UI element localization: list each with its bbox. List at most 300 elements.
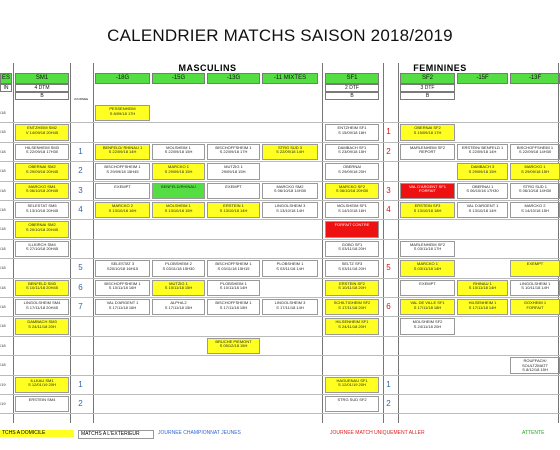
- match-team: ERSTEIN 1: [223, 203, 244, 208]
- match-cell-u18: [95, 280, 150, 296]
- match-cell-u15: [152, 260, 205, 276]
- match-cell-u15f: [457, 280, 508, 296]
- match-team: VAL D'ARGENT SF1: [409, 183, 446, 189]
- match-team: OBERNAI 1: [471, 183, 494, 189]
- match-date: S 05/12/18 15H: [219, 343, 248, 349]
- journee-number-fem: 2: [386, 399, 391, 408]
- match-team: BISCHOFFSHEIM 1: [215, 144, 252, 150]
- match-team: PLOBSHEIM 1: [220, 280, 247, 286]
- col-header-13g: -13G: [207, 73, 260, 84]
- match-date: FORFAIT: [419, 188, 436, 194]
- match-date: S 15/09/18 18H: [338, 129, 366, 135]
- row-divider: [0, 181, 560, 182]
- match-date: S 06/10/18 14H30: [273, 188, 307, 194]
- match-date: S 24/11/18 20H: [338, 323, 366, 329]
- row-date: /18: [0, 226, 6, 232]
- match-cell-u18: [95, 202, 150, 218]
- legend-wait: ATTENTE: [522, 430, 545, 436]
- match-cell-u11: [262, 299, 318, 315]
- match-team: BISCHOFFSHEIM 1: [516, 144, 554, 150]
- match-date: S 29/09/18 15H45: [106, 168, 139, 174]
- match-team: BISCHOFFSHEIM 1: [215, 300, 252, 305]
- match-cell-sf2: [400, 260, 455, 276]
- match-cell-sf1: [325, 318, 379, 334]
- match-cell-sf1: [325, 396, 379, 412]
- match-date: S 06/10/18 14H30: [518, 188, 552, 194]
- match-team: DAMBACH SF1: [337, 144, 367, 150]
- match-team: BRUCHE PIEMONT: [215, 338, 252, 344]
- match-date: S 29/09/18 20H: [338, 168, 366, 174]
- row-date: /18: [0, 284, 6, 290]
- match-cell-sm1: [15, 202, 69, 218]
- journee-number-fem: 1: [386, 127, 391, 137]
- row-divider: [0, 278, 560, 279]
- match-team: MOLSHEIM SF1: [337, 203, 367, 208]
- col-header-13f: -13F: [510, 73, 560, 84]
- match-cell-sm1: [15, 124, 69, 140]
- match-cell-sf2: [400, 318, 455, 334]
- match-date: S 13/10/18 14H: [468, 207, 497, 213]
- col-header-18g: -18G: [95, 73, 150, 84]
- match-team: ENTZHEIM SF1: [337, 125, 367, 131]
- match-date: S 29/09/18 15H: [164, 168, 193, 174]
- match-team: ILLKAU SM1: [30, 377, 54, 383]
- match-team: MARCKO 2: [524, 203, 546, 208]
- row-date: /18: [0, 265, 6, 271]
- match-date: S 17/11/18 14H: [468, 304, 497, 310]
- match-team: OBERNAI SF2: [414, 125, 441, 131]
- journee-number-fem: 3: [386, 185, 391, 195]
- match-cell-sf1: [325, 124, 379, 140]
- match-date: S 23/09/18 15H: [338, 149, 366, 155]
- match-cell-u15: [152, 202, 205, 218]
- match-team: MARCKO SM2: [276, 183, 304, 189]
- match-date: S 17/11/18 18H: [413, 304, 442, 310]
- subheader-sm1-division: 4 DTM: [15, 84, 69, 92]
- match-team: PESSENHEIM: [109, 106, 136, 111]
- match-team: BISCHOFFSHEIM 1: [104, 164, 141, 170]
- match-cell-u18: [95, 105, 150, 121]
- match-cell-u15: [152, 183, 205, 199]
- journee-number-fem: 2: [386, 146, 391, 156]
- match-team: HILSENHEIM 1: [468, 300, 497, 305]
- match-team: MARCKO 1: [524, 164, 546, 170]
- match-cell-sf1: [325, 299, 379, 315]
- match-date: V 14/09/18 20H45: [25, 129, 59, 135]
- match-date: S 22/09/18 14H: [468, 149, 497, 155]
- match-date: S 17/11/18 20H: [338, 304, 366, 310]
- journee-number-masc: 1: [78, 379, 83, 389]
- match-team: OBERNAI SM2: [28, 164, 56, 170]
- journee-number-masc: 6: [78, 282, 83, 292]
- match-date: S 10/11/18 16H: [108, 285, 137, 291]
- match-cell-sf2: [400, 280, 455, 296]
- match-team: MARCKO SF2: [338, 183, 365, 189]
- match-date: S 13/10/18 16H: [108, 207, 137, 213]
- match-cell-sm1: [15, 396, 69, 412]
- match-date: S 17/11/18 15H: [164, 304, 193, 310]
- match-team: MOLSHEIM 1: [166, 203, 191, 208]
- row-date: /18: [0, 129, 6, 135]
- match-team: PLOBSHEIM 2: [165, 261, 192, 267]
- match-team: ERSTEIN SM4: [28, 397, 56, 402]
- match-team: SELTZ SF3: [341, 261, 363, 267]
- journee-number-masc: 2: [78, 166, 83, 176]
- match-cell-sm1: [15, 377, 69, 393]
- match-team: STRG SUD 3: [277, 144, 302, 150]
- match-cell-sm1: [15, 299, 69, 315]
- col-header-11mixtes: -11 MIXTES: [262, 73, 318, 84]
- match-team: EXEMPT: [225, 183, 242, 189]
- subheader-sm1-pool: B: [15, 92, 69, 100]
- match-cell-sm1: [15, 221, 69, 237]
- match-date: S 14/10/18 15H: [521, 207, 549, 213]
- match-cell-sf1: [325, 377, 379, 393]
- grid-divider: [322, 63, 323, 423]
- match-date: S 13/10/18 14H: [276, 207, 304, 213]
- match-team: VAL D'ARGENT 1: [466, 203, 499, 208]
- match-team: MARCKO SM4: [28, 183, 56, 189]
- match-team: STRG SUD SF2: [337, 397, 367, 402]
- grid-divider: [70, 63, 71, 423]
- match-cell-sf2: [400, 183, 455, 199]
- match-date: S 24/11/18 20H: [28, 323, 56, 329]
- match-cell-u13f: [510, 144, 560, 160]
- match-team: SELESTAT SM5: [27, 203, 57, 208]
- match-cell-u13: [207, 202, 260, 218]
- match-date: S 13/10/18 14H: [219, 207, 248, 213]
- match-cell-u13: [207, 280, 260, 296]
- match-cell-sm1: [15, 183, 69, 199]
- match-date: REPORT: [419, 149, 436, 155]
- match-team: GOXHEIM 1: [523, 300, 547, 305]
- match-date: S 06/10/18 20H45: [25, 188, 59, 194]
- match-cell-u15: [152, 163, 205, 179]
- match-date: S 10/11/18 14H: [521, 285, 549, 291]
- row-divider: [0, 142, 560, 143]
- match-cell-u15f: [457, 299, 508, 315]
- match-team: MARCKO 1: [417, 261, 438, 267]
- row-divider: [0, 297, 560, 298]
- match-date: S 13/10/18 15H: [164, 207, 193, 213]
- match-date: S 10/11/18 20H45: [26, 285, 58, 291]
- match-cell-sf1: [325, 280, 379, 296]
- match-date: S20/10/18 16H15: [106, 265, 139, 271]
- match-date: S 03/11/18 15H15: [217, 265, 250, 271]
- match-team: MARCKO 2: [112, 203, 133, 208]
- match-cell-sf1: [325, 221, 379, 237]
- legend-youth: JOURNEE CHAMPIONNAT JEUNES: [158, 430, 241, 436]
- row-date: /18: [0, 207, 6, 212]
- match-date: S 03/11/18 14H: [413, 265, 442, 271]
- match-cell-sf1: [325, 202, 379, 218]
- match-cell-sm1: [15, 241, 69, 257]
- match-cell-u18: [95, 260, 150, 276]
- match-cell-sf2: [400, 241, 455, 257]
- match-team: MARLENHEIM SF2: [409, 144, 446, 150]
- col-header-15g: -15G: [152, 73, 205, 84]
- match-date: S 03/11/18 20H: [338, 246, 366, 252]
- match-date: S 03/11/18 14H: [276, 265, 304, 271]
- match-date: S 29/09/18 15H: [521, 168, 549, 174]
- match-cell-sf2: [400, 202, 455, 218]
- match-date: S 06/10/18 17H30: [466, 188, 499, 194]
- match-team: BENFELD SM3: [28, 280, 56, 286]
- col-header-sf2: SF2: [400, 73, 455, 84]
- row-date: /18: [0, 110, 6, 115]
- match-cell-u13: [207, 163, 260, 179]
- journee-number-fem: 6: [386, 302, 391, 311]
- match-team: MUTZIG 1: [224, 164, 243, 170]
- row-divider: [0, 355, 560, 356]
- col-header-sf1: SF1: [325, 73, 379, 84]
- match-date: S 27/10/18 20H45: [25, 246, 59, 252]
- grid-divider: [93, 63, 94, 423]
- row-divider: [0, 413, 560, 414]
- row-date: /18: [0, 148, 6, 154]
- match-date: S 29/09/18 20H45: [25, 168, 59, 174]
- match-cell-u13f: [510, 183, 560, 199]
- match-cell-u13f: [510, 280, 560, 296]
- match-cell-u13f: [510, 299, 560, 315]
- match-team: MARCKO 1: [168, 164, 189, 170]
- match-cell-sf1: [325, 163, 379, 179]
- match-cell-u13: [207, 260, 260, 276]
- match-team: ERSTEIN SF3: [414, 203, 441, 208]
- match-cell-u13: [207, 183, 260, 199]
- match-date: S 17/11/18 14H: [276, 304, 304, 310]
- match-date: S 03/11/18 17H: [413, 246, 442, 252]
- match-cell-u15: [152, 280, 205, 296]
- match-date: S 22/09/18 14H30: [518, 149, 552, 155]
- row-divider: [0, 316, 560, 317]
- match-date: S 17/11/18 20H45: [26, 304, 58, 310]
- match-cell-u18: [95, 183, 150, 199]
- match-team: VAL DE VILLE SF1: [410, 300, 445, 305]
- match-team: BENFELD/ RHINAU 1: [102, 144, 143, 150]
- match-cell-u15f: [457, 163, 508, 179]
- col-header-es: ES: [0, 73, 12, 84]
- match-team: EXEMPT: [114, 183, 131, 189]
- match-team: EXEMPT: [526, 261, 544, 267]
- journee-number-masc: 4: [78, 205, 83, 214]
- match-team: FORFAIT CONTRE: [334, 222, 370, 228]
- match-team: SCHILTIGHEIM SF2: [333, 300, 371, 305]
- row-divider: [0, 258, 560, 259]
- row-divider: [0, 161, 560, 162]
- journee-number-fem: 1: [386, 379, 391, 389]
- match-date: S 8/12/18 15H: [522, 367, 548, 373]
- col-header-15f: -15F: [457, 73, 508, 84]
- match-cell-u15f: [457, 144, 508, 160]
- match-team: ILLKIRCH SM4: [28, 241, 56, 247]
- match-team: ROUFFACH/ SOULTZMATT: [521, 358, 549, 368]
- match-date: S 14/10/18 16H: [338, 207, 366, 213]
- subheader-sf1-pool: B: [325, 92, 379, 100]
- match-cell-u13: [207, 338, 260, 354]
- journee-number-masc: 7: [78, 302, 83, 311]
- match-cell-u13: [207, 144, 260, 160]
- match-date: S 22/09/18 15H: [164, 149, 193, 155]
- match-date: S 13/10/18 18H: [413, 207, 442, 213]
- match-cell-u13f: [510, 260, 560, 276]
- match-cell-sf1: [325, 183, 379, 199]
- match-team: PLOBSHEIM 1: [276, 261, 304, 267]
- match-cell-u13: [207, 299, 260, 315]
- row-date: /18: [0, 342, 6, 348]
- match-team: EXEMPT: [419, 280, 436, 286]
- match-cell-u15: [152, 299, 205, 315]
- match-cell-u11: [262, 144, 318, 160]
- match-date: S 22/09/18 14H: [276, 149, 304, 155]
- row-divider: [0, 219, 560, 220]
- match-date: S 22/09/18 17H30: [25, 149, 59, 155]
- journee-number-masc: 2: [78, 399, 83, 408]
- match-team: ALPHA 2: [170, 300, 187, 305]
- match-team: BISCHOFFSHEIM 1: [215, 261, 252, 267]
- grid-divider: [398, 63, 399, 423]
- match-cell-u13f: [510, 163, 560, 179]
- match-date: FORFAIT: [526, 304, 544, 310]
- journee-number-fem: 4: [386, 205, 391, 214]
- grid-divider: [383, 63, 384, 423]
- subheader-sf1-division: 2 DTF: [325, 84, 379, 92]
- row-date: /19: [0, 401, 6, 406]
- match-team: MARLENHEIM SF2: [409, 241, 446, 247]
- row-date: /18: [0, 245, 6, 251]
- match-cell-sm1: [15, 318, 69, 334]
- match-date: S 12/01/19 20H: [338, 382, 366, 388]
- match-cell-u11: [262, 260, 318, 276]
- match-cell-sm1: [15, 144, 69, 160]
- match-date: S 10/11/18 20H: [338, 285, 366, 291]
- match-team: LINGOLSHEIM 1: [519, 280, 551, 286]
- match-team: HAGUENAU SF1: [336, 377, 368, 383]
- journee-number-masc: 3: [78, 185, 83, 195]
- page-title: CALENDRIER MATCHS SAISON 2018/2019: [107, 26, 453, 45]
- match-team: HILSENHEIM SF1: [335, 319, 369, 325]
- match-cell-sf1: [325, 241, 379, 257]
- match-cell-u13f: [510, 357, 560, 373]
- match-team: VAL D'ARGENT 1: [106, 300, 139, 305]
- match-date: S 03/11/18 20H: [338, 265, 366, 271]
- row-divider: [0, 239, 560, 240]
- match-cell-u11: [262, 183, 318, 199]
- match-team: SELESTAT 3: [110, 261, 135, 267]
- row-divider: [0, 394, 560, 395]
- journee-number-masc: 1: [78, 146, 83, 156]
- match-date: S 24/11/18 20H: [413, 323, 442, 329]
- match-cell-u15f: [457, 183, 508, 199]
- match-cell-sf2: [400, 144, 455, 160]
- match-cell-sf2: [400, 124, 455, 140]
- row-date: /18: [0, 362, 6, 368]
- match-date: S 17/11/18 16H: [108, 304, 137, 310]
- section-feminines: FEMININES: [413, 63, 467, 73]
- subheader-in: IN: [0, 84, 12, 92]
- match-cell-u15: [152, 144, 205, 160]
- row-date: /19: [0, 381, 6, 387]
- match-team: LINGOLSHEIM SM4: [23, 300, 61, 305]
- row-date: /18: [0, 304, 6, 309]
- match-date: S 22/09/18 17H: [219, 149, 248, 155]
- row-divider: [0, 200, 560, 201]
- section-masculins: MASCULINS: [178, 63, 237, 73]
- match-date: S 17/11/18 15H: [219, 304, 248, 310]
- match-team: MOLSHEIM 1: [166, 144, 191, 150]
- match-team: STRG SUD 1: [522, 183, 547, 189]
- legend-single: JOURNEE MATCH UNIQUEMENT ALLER: [330, 430, 425, 436]
- match-team: GOBO SF1: [341, 241, 363, 247]
- match-cell-u18: [95, 163, 150, 179]
- match-date: S 06/10/18 20H30: [335, 188, 369, 194]
- match-date: S 8/09/18 17H: [109, 110, 136, 116]
- match-date: S 03/11/18 15H30: [162, 265, 195, 271]
- legend-home: TCHS A DOMICILE: [0, 430, 74, 437]
- match-date: S 10/11/18 14H: [219, 285, 248, 291]
- match-cell-u11: [262, 202, 318, 218]
- match-team: LINGOLSHEIM 3: [274, 300, 306, 305]
- legend-away: MATCHS A L'EXTERIEUR: [78, 430, 154, 439]
- subheader-sf2-pool: B: [400, 92, 455, 100]
- journee-number-masc: 5: [78, 263, 83, 273]
- match-cell-u13f: [510, 202, 560, 218]
- match-cell-u18: [95, 299, 150, 315]
- journee-number-fem: 5: [386, 263, 391, 273]
- match-date: S 12/01/19 20H: [28, 382, 56, 388]
- grid-divider: [13, 63, 14, 423]
- row-date: /18: [0, 168, 6, 174]
- match-team: BISCHOFFSHEIM 1: [104, 280, 141, 286]
- match-cell-u18: [95, 144, 150, 160]
- row-date: /18: [0, 187, 6, 193]
- match-cell-sm1: [15, 163, 69, 179]
- match-date: S 15/09/18 17H: [413, 129, 442, 135]
- match-team: MUTZIG 1: [169, 280, 188, 286]
- subheader-journee: JOURNEE: [73, 97, 89, 101]
- subheader-sf2-division: 3 DTF: [400, 84, 455, 92]
- match-date: S 22/09/18 14H: [108, 149, 137, 155]
- match-cell-sf1: [325, 144, 379, 160]
- match-date: S 20/10/18 20H45: [25, 226, 59, 232]
- match-team: BENFELD/RHINAU: [161, 183, 196, 189]
- match-date: S 10/11/18 14H: [468, 285, 497, 291]
- match-cell-sf2: [400, 299, 455, 315]
- row-divider: [0, 336, 560, 337]
- match-team: MOLSHEIM SF2: [412, 319, 443, 325]
- match-team: DAMBACH SM3: [27, 319, 57, 325]
- match-cell-sf1: [325, 260, 379, 276]
- match-date: 29/09/18 15H: [221, 168, 246, 174]
- row-divider: [0, 122, 560, 123]
- match-team: OBERNAI: [342, 164, 361, 170]
- match-cell-u15f: [457, 202, 508, 218]
- match-date: S 13/10/18 20H45: [25, 207, 59, 213]
- row-date: /18: [0, 323, 6, 329]
- match-team: LINGOLSHEIM 3: [274, 203, 306, 208]
- match-team: RHINAU 1: [473, 280, 492, 286]
- match-team: HILSENHEIM SM3: [25, 144, 59, 150]
- match-team: OBERNAI SM2: [28, 222, 56, 228]
- match-cell-sm1: [15, 280, 69, 296]
- match-date: S 10/11/18 15H: [164, 285, 193, 291]
- match-date: S 29/09/18 15H: [468, 168, 497, 174]
- match-team: DAMBACH 3: [470, 164, 495, 170]
- col-header-sm1: SM1: [15, 73, 69, 84]
- row-divider: [0, 375, 560, 376]
- match-team: ERSTEIN SF2: [339, 280, 365, 286]
- match-team: ENTZHEIM SM2: [27, 125, 57, 131]
